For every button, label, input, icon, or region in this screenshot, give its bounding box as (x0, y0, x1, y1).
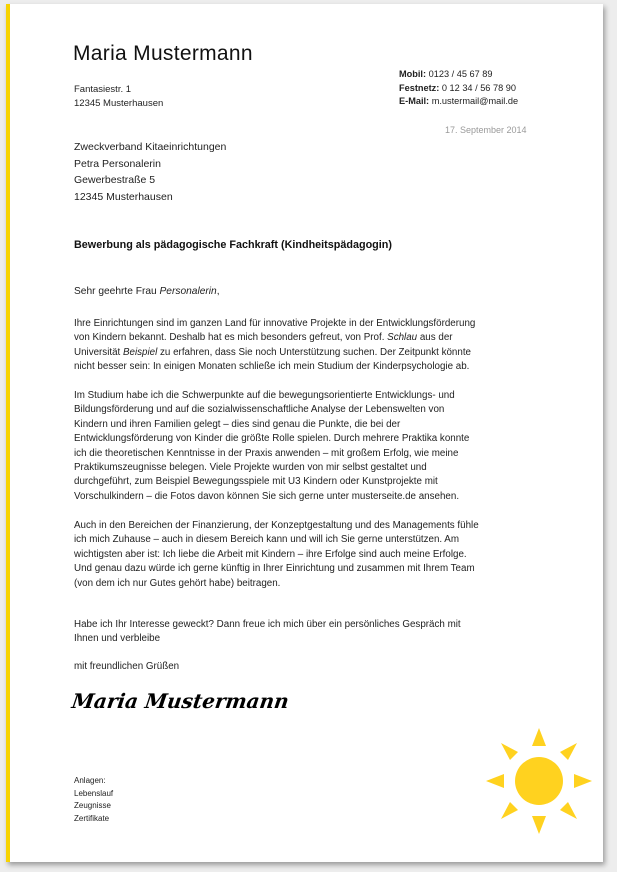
text-line: Entwicklungsförderung von Kinder die größte Rolle spielen. Durch mehrere Praktika konnte (74, 433, 470, 445)
mobile-label: Mobil: (399, 69, 427, 79)
text-line: Im Studium habe ich die Schwerpunkte auf die bewegungsorientierte Entwicklungs- und (74, 390, 455, 401)
salutation-prefix: Sehr geehrte Frau (74, 286, 160, 297)
text-line: Bildungsförderung und auf die sozialwissenschaftliche Analyse der Lebenswelten von (74, 404, 445, 416)
salutation-name: Personalerin (159, 286, 217, 297)
paragraph-skills (74, 519, 549, 591)
text-segment: zu erfahren, dass Sie noch Unterstützung suchen. Der Zeitpunkt könnte (157, 346, 471, 358)
text-segment: aus der (417, 332, 453, 344)
recipient-line: Petra Personalerin (74, 157, 161, 170)
sender-street: Fantasiestr. 1 (74, 84, 132, 95)
letter-page (6, 4, 603, 862)
landline-value: 0 12 34 / 56 78 90 (441, 82, 516, 93)
text-segment: von Kindern bekannt. Deshalb hat es mich besonders gefreut, von Prof. (74, 332, 388, 344)
text-line: Kindern und ihren Familien gelegt – dies sind genau die Punkte, die bei der (74, 418, 401, 430)
mobile-value: 0123 / 45 67 89 (428, 69, 493, 79)
text-line: Auch in den Bereichen der Finanzierung, der Konzeptgestaltung und des Managements fühle (74, 520, 479, 531)
contact-landline (399, 82, 518, 96)
text-line: ich mich Zuhause – auch in diesem Bereich kann und will ich Sie gerne unterstützen. Am (74, 534, 460, 546)
attachments-list (74, 775, 113, 825)
text-line (74, 346, 549, 360)
letter-subject: Bewerbung als pädagogische Fachkraft (Kindheitspädagogin) (74, 239, 392, 251)
salutation-suffix: , (216, 286, 220, 297)
attachment-item: Lebenslauf (74, 788, 114, 798)
contact-block (399, 68, 518, 109)
attachment-item: Zeugnisse (74, 801, 111, 810)
sender-name: Maria Mustermann (73, 42, 253, 65)
text-line: durchgeführt, zum Beispiel Bewegungsspiele mit U3 Kindern oder Kunstprojekte mit (74, 476, 438, 488)
text-line: Und genau dazu würde ich gerne künftig in Ihrer Einrichtung und zusammen mit Ihrem Team (74, 563, 475, 575)
letter-date: 17. September 2014 (445, 125, 527, 135)
text-segment: Universität (74, 346, 123, 358)
recipient-line: 12345 Musterhausen (74, 190, 173, 203)
text-line: (von dem ich nur Gutes gehört habe) beitragen. (74, 577, 281, 589)
text-line: ich die theoretischen Kenntnisse in der Praxis anwenden – mit großem Erfolg, wie meine (74, 447, 459, 459)
text-line: Ihre Einrichtungen sind im ganzen Land für innovative Projekte in der Entwicklungsförderung (74, 318, 476, 329)
contact-email (399, 95, 518, 109)
recipient-line: Gewerbestraße 5 (74, 174, 156, 186)
email-value: m.ustermail@mail.de (431, 96, 519, 106)
text-line (74, 331, 549, 345)
contact-mobile (399, 68, 518, 82)
sun-icon (484, 726, 594, 836)
recipient-line: Zweckverband Kitaeinrichtungen (74, 141, 227, 153)
paragraph-closing (74, 618, 549, 647)
sender-city: 12345 Musterhausen (74, 98, 164, 109)
attachments-heading: Anlagen: (74, 776, 106, 785)
landline-label: Festnetz: (399, 82, 440, 93)
accent-bar (6, 4, 10, 862)
signature: Maria Mustermann (70, 689, 291, 713)
email-label: E-Mail: (399, 96, 430, 106)
text-line: Habe ich Ihr Interesse geweckt? Dann freue ich mich über ein persönliches Gespräch mit (74, 619, 461, 630)
text-italic: Schlau (387, 332, 418, 344)
text-line: nicht besser sein: In einigen Monaten schließe ich mein Studium der Kinderpsychologie ab. (74, 361, 470, 373)
text-italic: Beispiel (123, 346, 158, 358)
text-line: Vorschulkindern – die Fotos davon können Sie sich gerne unter musterseite.de ansehen. (74, 490, 460, 502)
closing-greeting: mit freundlichen Grüßen (74, 661, 180, 672)
attachment-item: Zertifikate (74, 813, 110, 823)
recipient-address (74, 139, 226, 205)
text-line: Ihnen und verbleibe (74, 633, 161, 645)
text-line: wichtigsten aber ist: Ich liebe die Arbeit mit Kindern – ihre Erfolge sind auch meine Erfolge. (74, 548, 467, 560)
sender-address (74, 83, 163, 111)
paragraph-intro (74, 317, 549, 375)
paragraph-studies (74, 389, 549, 504)
text-line: Praktikumszeugnisse belegen. Viele Projekte wurden von mir selbst gestaltet und (74, 462, 427, 474)
salutation (74, 286, 220, 297)
